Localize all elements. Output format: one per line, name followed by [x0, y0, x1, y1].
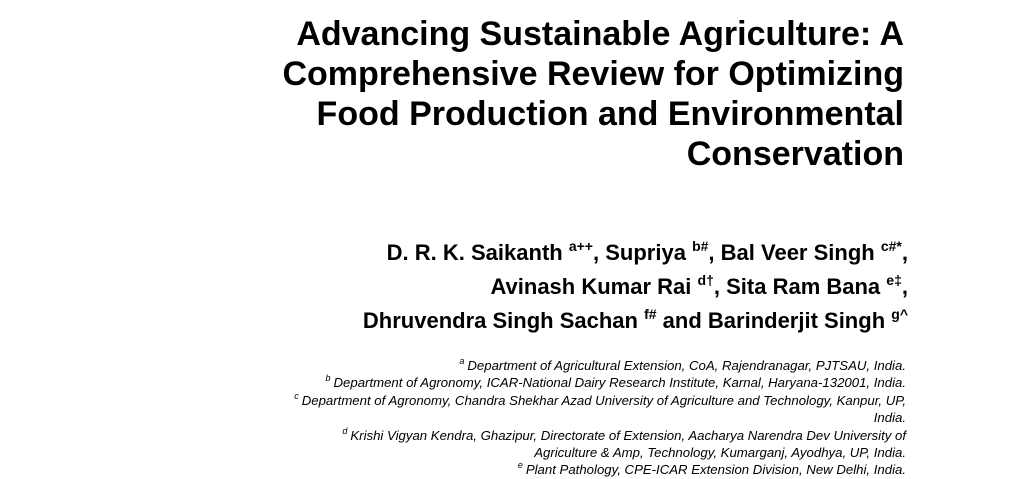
affiliation-line: [6, 461, 906, 478]
author-name: D. R. K. Saikanth: [386, 240, 563, 265]
affiliation-line: [6, 374, 906, 391]
author-affiliation-mark: g^: [891, 306, 908, 322]
title-line: Comprehensive Review for Optimizing: [282, 55, 904, 93]
author-affiliation-mark: e‡: [886, 272, 902, 288]
affiliation-line: [6, 444, 906, 461]
affiliation-line: [6, 392, 906, 409]
affiliation-list: [6, 357, 906, 479]
affiliation-line: [6, 357, 906, 374]
affiliation-text: Krishi Vigyan Kendra, Ghazipur, Directorate of Extension, Aacharya Narendra Dev University of: [350, 427, 906, 443]
author-separator: ,: [713, 274, 720, 299]
affiliation-text: India.: [873, 410, 906, 426]
author-separator: ,: [592, 240, 600, 265]
author-name: Sita Ram Bana: [726, 274, 881, 299]
author-name: Supriya: [605, 240, 686, 265]
affiliation-mark: b: [325, 373, 331, 384]
affiliation-text: Plant Pathology, CPE-ICAR Extension Division, New Delhi, India.: [525, 462, 906, 478]
author-separator: ,: [901, 240, 908, 265]
author-name: Bal Veer Singh: [720, 240, 875, 265]
title-line: Conservation: [686, 135, 904, 173]
affiliation-mark: c: [294, 390, 299, 401]
author-list: [28, 236, 908, 338]
author-line: [28, 236, 908, 270]
author-separator: ,: [708, 240, 715, 265]
affiliation-text: Department of Agronomy, Chandra Shekhar Azad University of Agriculture and Technology, Kanpur, UP,: [301, 392, 906, 408]
author-affiliation-mark: b#: [692, 238, 709, 254]
affiliation-line: [6, 409, 906, 426]
author-name: Avinash Kumar Rai: [490, 274, 692, 299]
affiliation-text: Agriculture & Amp, Technology, Kumarganj, Ayodhya, UP, India.: [534, 445, 906, 461]
affiliation-text: Department of Agronomy, ICAR-National Dairy Research Institute, Karnal, Haryana-132001, India.: [333, 375, 906, 391]
paper-title: [24, 14, 904, 174]
author-line: [28, 270, 908, 304]
author-affiliation-mark: f#: [644, 306, 657, 322]
affiliation-line: [6, 427, 906, 444]
title-line: Advancing Sustainable Agriculture: A: [296, 15, 904, 53]
author-name: Barinderjit Singh: [707, 308, 886, 333]
affiliation-mark: d: [342, 425, 348, 436]
author-name: Dhruvendra Singh Sachan: [362, 308, 638, 333]
author-separator: and: [656, 308, 702, 333]
author-affiliation-mark: a++: [568, 238, 593, 254]
author-line: [28, 304, 908, 338]
author-separator: ,: [901, 274, 908, 299]
affiliation-mark: a: [459, 356, 465, 366]
author-affiliation-mark: d†: [697, 272, 714, 288]
affiliation-mark: e: [517, 460, 523, 471]
title-line: Food Production and Environmental: [316, 95, 904, 133]
author-affiliation-mark: c#*: [880, 238, 902, 254]
affiliation-text: Department of Agricultural Extension, CoA, Rajendranagar, PJTSAU, India.: [467, 358, 906, 373]
